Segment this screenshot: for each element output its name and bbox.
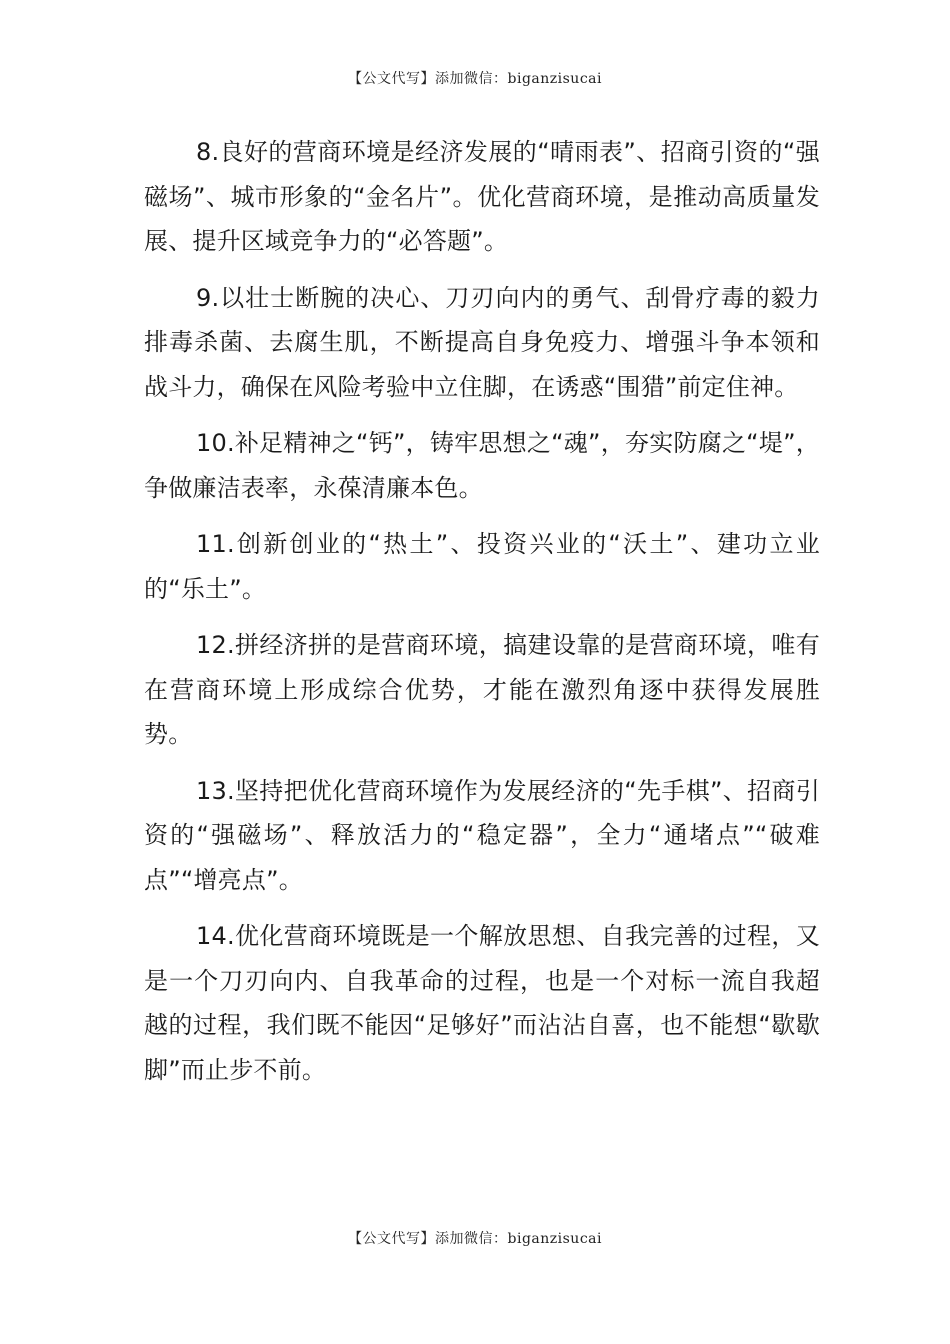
paragraph-8: 8.良好的营商环境是经济发展的“晴雨表”、招商引资的“强磁场”、城市形象的“金名片”。优化营商环境，是推动高质量发展、提升区域竞争力的“必答题”。	[144, 138, 820, 255]
paragraph-12: 12.拼经济拼的是营商环境，搞建设靠的是营商环境，唯有在营商环境上形成综合优势，才能在激烈角逐中获得发展胜势。	[144, 631, 820, 748]
paragraph-10: 10.补足精神之“钙”，铸牢思想之“魂”，夯实防腐之“堤”，争做廉洁表率，永葆清廉本色。	[144, 429, 820, 502]
paragraph-13: 13.坚持把优化营商环境作为发展经济的“先手棋”、招商引资的“强磁场”、释放活力的“稳定器”，全力“通堵点”“破难点”“增亮点”。	[144, 776, 820, 894]
paragraph-11: 11.创新创业的“热土”、投资兴业的“沃土”、建功立业的“乐土”。	[144, 530, 820, 603]
paragraph-9: 9.以壮士断腕的决心、刀刃向内的勇气、刮骨疗毒的毅力排毒杀菌、去腐生肌，不断提高自身免疫力、增强斗争本领和战斗力，确保在风险考验中立住脚，在诱惑“围猎”前定住神。	[144, 283, 820, 401]
document-body	[144, 130, 820, 1104]
paragraph-14: 14.优化营商环境既是一个解放思想、自我完善的过程，又是一个刀刃向内、自我革命的过程，也是一个对标一流自我超越的过程，我们既不能因“足够好”而沾沾自喜，也不能想“歇歇脚”而止步不前。	[144, 922, 820, 1084]
page-footer-watermark: 【公文代写】添加微信：biganzisucai	[348, 1231, 602, 1247]
page-header-watermark: 【公文代写】添加微信：biganzisucai	[348, 71, 602, 87]
